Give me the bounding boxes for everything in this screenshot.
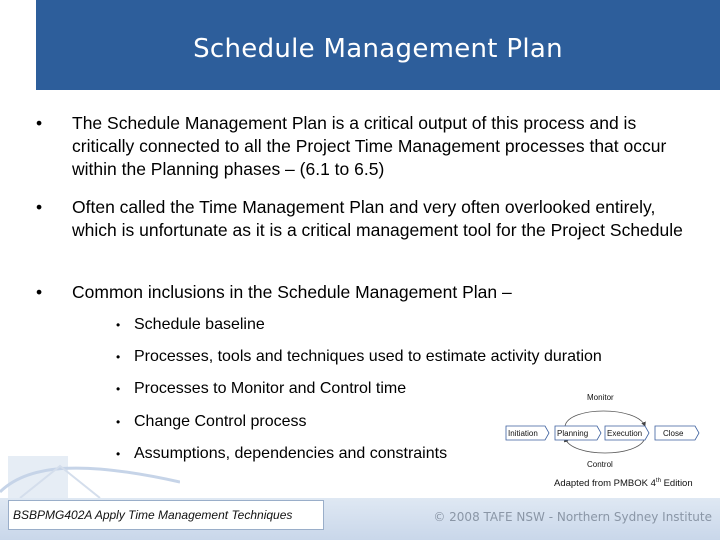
process-cycle-diagram [505,388,705,470]
bullet-text: Common inclusions in the Schedule Management Plan – [72,282,512,302]
sub-bullet-text: Change Control process [134,413,307,430]
planning-label: Planning [557,429,589,438]
bullet-text: The Schedule Management Plan is a critical output of this process and is critically connected to all the Project Time Management processes that occur within the Planning phases – (6.1 to 6.5) [72,113,667,179]
slide-title: Schedule Management Plan [193,34,563,64]
monitor-label: Monitor [587,393,614,402]
sub-bullet-marker: • [116,382,121,396]
source-credit: Adapted from PMBOK 4th Edition [554,478,693,490]
bullet-text: Often called the Time Management Plan and very often overlooked entirely, which is unfortunate as it is a critical management tool for the Project Schedule [72,197,683,240]
cycle-arc-top [565,411,645,426]
sub-bullet-text: Processes to Monitor and Control time [134,380,407,397]
sub-bullet-marker: • [116,318,121,332]
sub-bullet-marker: • [116,447,121,461]
sub-bullet-marker: • [116,415,121,429]
control-label: Control [587,460,613,469]
copyright-text: © 2008 TAFE NSW - Northern Sydney Institute [433,510,712,524]
close-label: Close [663,429,684,438]
decorative-bridge-graphic [0,452,180,498]
bullet-marker: • [36,113,43,133]
sub-bullet-text: Assumptions, dependencies and constraints [134,445,448,462]
course-code-box [8,500,324,530]
sub-bullet-text: Schedule baseline [134,316,265,333]
sub-bullet-text: Processes, tools and techniques used to estimate activity duration [134,348,602,365]
course-code-text: BSBPMG402A Apply Time Management Techniques [13,508,293,522]
execution-label: Execution [607,429,643,438]
sub-bullet-marker: • [116,350,121,364]
bullet-marker: • [36,197,43,217]
initiation-label: Initiation [508,429,538,438]
bullet-marker: • [36,282,43,302]
